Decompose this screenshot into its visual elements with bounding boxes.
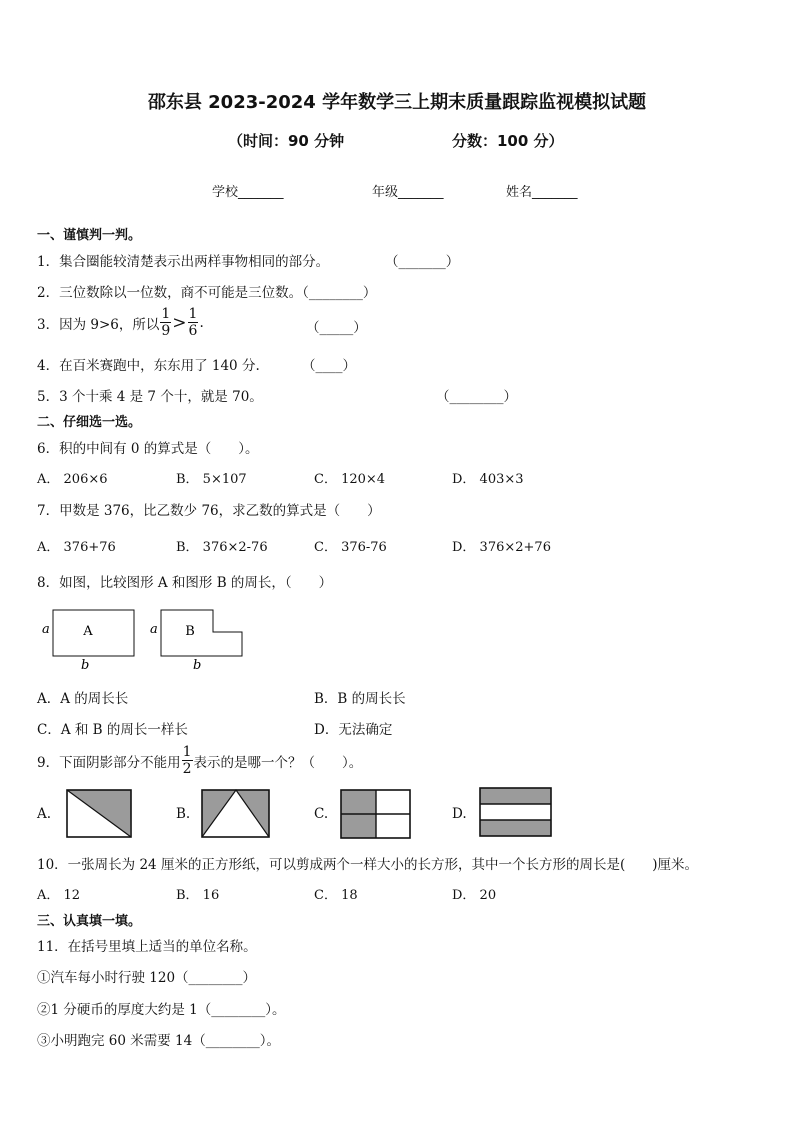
figure-a-rectangle <box>38 604 140 672</box>
exam-score: 分数：100 分） <box>452 132 564 150</box>
question-11-item-1: ①汽车每小时行驶 120（________） <box>37 970 257 986</box>
q8-option-a: A．A 的周长长 <box>37 691 129 707</box>
q9-option-c: C. <box>314 806 329 822</box>
grade-field: 年级_______ <box>372 185 444 200</box>
question-11: 11．在括号里填上适当的单位名称。 <box>37 939 257 955</box>
question-9-end: 表示的是哪一个？（ ）。 <box>193 754 363 771</box>
fraction-one-sixth: $\frac{1}{6}$ <box>188 306 198 339</box>
figure-b-notched-rectangle <box>146 604 248 672</box>
page-title: 邵东县 2023-2024 学年数学三上期末质量跟踪监视模拟试题 <box>147 92 647 113</box>
question-3 <box>37 307 204 338</box>
q7-option-a: A． 376+76 <box>37 540 116 555</box>
question-6: 6．积的中间有 0 的算式是（ ）。 <box>37 441 259 457</box>
question-7: 7．甲数是 376，比乙数少 76，求乙数的算式是（ ） <box>37 503 381 519</box>
q8-option-c: C．A 和 B 的周长一样长 <box>37 722 188 738</box>
q7-option-c: C． 376-76 <box>314 540 387 555</box>
section-heading-3: 三、认真填一填。 <box>37 914 142 929</box>
question-5: 5．3 个十乘 4 是 7 个十，就是 70。 <box>37 389 263 405</box>
q9-option-b: B. <box>176 806 191 822</box>
question-4: 4．在百米赛跑中，东东用了 140 分. <box>37 358 260 374</box>
question-10: 10．一张周长为 24 厘米的正方形纸，可以剪成两个一样大小的长方形，其中一个长方形的周长是( )厘米。 <box>37 857 698 873</box>
question-2: 2．三位数除以一位数，商不可能是三位数。（________） <box>37 285 377 301</box>
q10-option-a: A． 12 <box>37 888 81 903</box>
school-field: 学校_______ <box>212 185 284 200</box>
q9-figure-c <box>340 789 412 841</box>
figure-a-label: A <box>83 624 93 639</box>
q10-option-c: C． 18 <box>314 888 358 903</box>
q7-option-b: B． 376×2-76 <box>176 540 268 555</box>
question-3-end: . <box>199 314 204 331</box>
q7-option-d: D． 376×2+76 <box>452 540 551 555</box>
q8-option-b: B．B 的周长长 <box>314 691 406 707</box>
q6-option-c: C． 120×4 <box>314 472 386 487</box>
side-a-label: a <box>150 622 158 637</box>
q10-option-d: D． 20 <box>452 888 497 903</box>
side-b-label: b <box>81 658 90 672</box>
q8-option-d: D．无法确定 <box>314 722 393 738</box>
exam-time: （时间：90 分钟 <box>228 132 345 150</box>
answer-blank-4: （____） <box>302 358 356 374</box>
question-3-stem: 3．因为 9>6，所以 <box>37 316 160 333</box>
answer-blank-3: （_____） <box>306 320 367 336</box>
q9-figure-a <box>66 789 132 839</box>
answer-blank-5: （________） <box>436 389 517 405</box>
figure-b-label: B <box>185 624 195 639</box>
question-11-item-2: ②1 分硬币的厚度大约是 1（________）。 <box>37 1002 286 1018</box>
greater-than-sign: > <box>172 312 187 333</box>
question-8: 8．如图，比较图形 A 和图形 B 的周长，（ ） <box>37 575 333 591</box>
q10-option-b: B． 16 <box>176 888 220 903</box>
answer-blank-1: （_______） <box>385 254 460 270</box>
q9-figure-d <box>479 787 553 839</box>
q9-option-a: A. <box>37 806 52 822</box>
fraction-one-ninth: $\frac{1}{9}$ <box>161 306 171 339</box>
q9-figure-b <box>201 789 271 839</box>
side-b-label: b <box>193 658 202 672</box>
question-9 <box>37 745 362 776</box>
question-9-stem: 9．下面阴影部分不能用 <box>37 754 181 771</box>
question-11-item-3: ③小明跑完 60 米需要 14（________）。 <box>37 1033 280 1049</box>
side-a-label: a <box>42 622 50 637</box>
q9-option-d: D. <box>452 806 467 822</box>
q6-option-d: D． 403×3 <box>452 472 524 487</box>
fraction-one-half: $\frac{1}{2}$ <box>182 744 192 777</box>
q6-option-a: A． 206×6 <box>37 472 108 487</box>
q6-option-b: B． 5×107 <box>176 472 247 487</box>
section-heading-2: 二、仔细选一选。 <box>37 415 142 430</box>
question-1: 1．集合圈能较清楚表示出两样事物相同的部分。 <box>37 254 330 270</box>
name-field: 姓名_______ <box>506 185 578 200</box>
section-heading-1: 一、谨慎判一判。 <box>37 228 142 243</box>
